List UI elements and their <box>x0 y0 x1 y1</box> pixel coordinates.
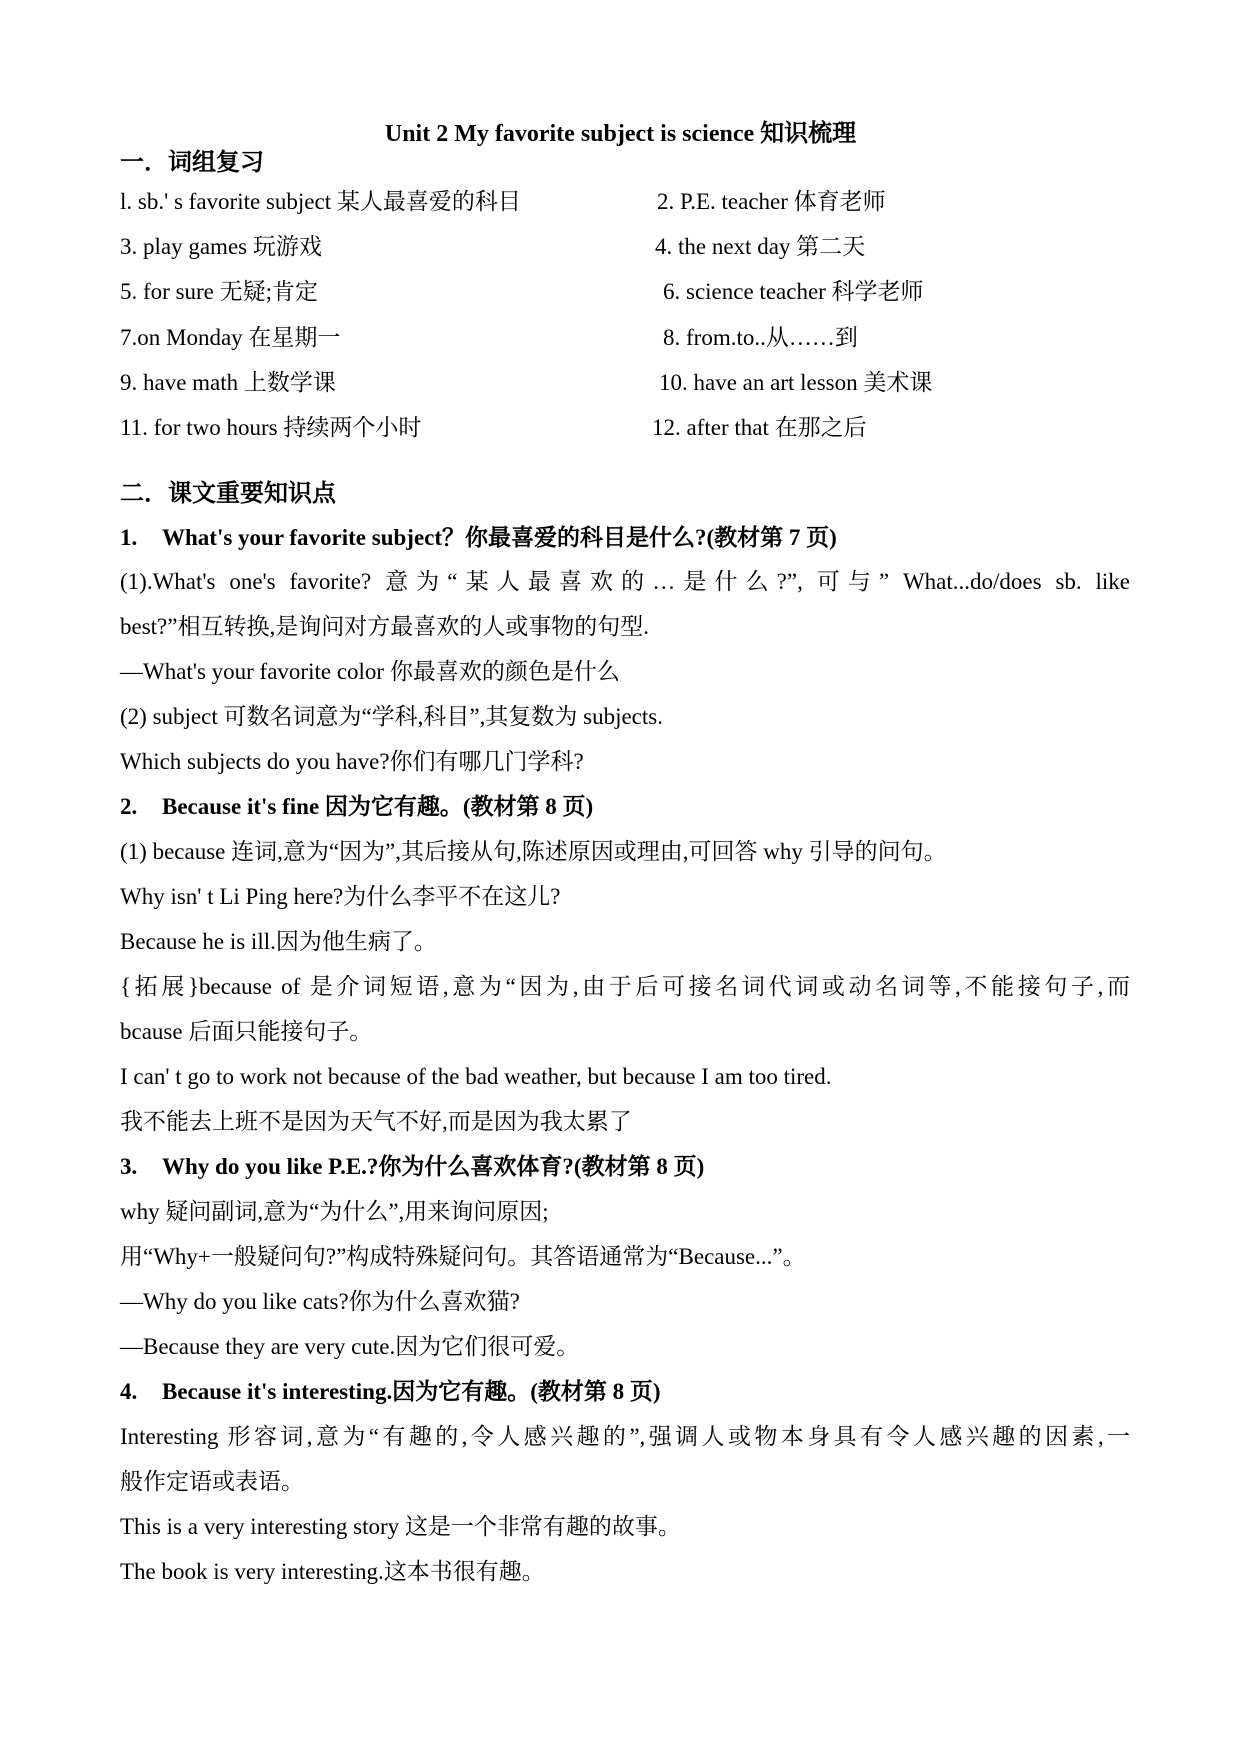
paragraph-line: —Why do you like cats?你为什么喜欢猫? <box>120 1289 520 1314</box>
paragraph-line: 我不能去上班不是因为天气不好,而是因为我太累了 <box>120 1109 632 1134</box>
point-title-text: What's your favorite subject？你最喜爱的科目是什么?(教材第 7 页) <box>162 525 837 550</box>
phrase-item: 10. have an art lesson 美术课 <box>659 370 933 395</box>
paragraph-line: Because he is ill.因为他生病了。 <box>120 929 437 954</box>
phrase-item: l. sb.' s favorite subject 某人最喜爱的科目 <box>120 189 521 214</box>
paragraph-line: —Because they are very cute.因为它们很可爱。 <box>120 1334 580 1359</box>
paragraph-line: why 疑问副词,意为“为什么”,用来询问原因; <box>120 1199 549 1224</box>
point-title <box>120 1151 1130 1183</box>
paragraph-line: (2) subject 可数名词意为“学科,科目”,其复数为 subjects. <box>120 704 663 729</box>
phrase-item: 5. for sure 无疑;肯定 <box>120 279 319 304</box>
paragraph-line: The book is very interesting.这本书很有趣。 <box>120 1559 545 1584</box>
paragraph-line: {拓展}because of 是介词短语,意为“因为,由于后可接名词代词或动名词等,不能接句子,而 <box>120 974 1130 999</box>
point-number: 2. <box>120 794 138 819</box>
point-title <box>120 791 1130 823</box>
section-heading-key-points: 二．课文重要知识点 <box>120 481 336 507</box>
phrase-item: 2. P.E. teacher 体育老师 <box>657 189 886 214</box>
point-number: 1. <box>120 525 138 550</box>
paragraph-line: I can' t go to work not because of the bad weather, but because I am too tired. <box>120 1064 832 1089</box>
paragraph-line: Interesting 形容词,意为“有趣的,令人感兴趣的”,强调人或物本身具有令人感兴趣的因素,一 <box>120 1424 1130 1449</box>
phrase-item: 3. play games 玩游戏 <box>120 234 322 259</box>
phrase-item: 12. after that 在那之后 <box>652 415 867 440</box>
paragraph-line: 般作定语或表语。 <box>120 1469 304 1494</box>
paragraph-line: bcause 后面只能接句子。 <box>120 1019 373 1044</box>
point-title <box>120 522 1130 554</box>
paragraph-line: (1) because 连词,意为“因为”,其后接从句,陈述原因或理由,可回答 why 引导的问句。 <box>120 839 947 864</box>
paragraph-line: (1).What's one's favorite? 意为“某人最喜欢的…是什么?”, 可与” What...do/does sb. like <box>120 569 1130 594</box>
phrase-item: 9. have math 上数学课 <box>120 370 336 395</box>
paragraph-line: 用“Why+一般疑问句?”构成特殊疑问句。其答语通常为“Because...”。 <box>120 1244 806 1269</box>
section-heading-phrases: 一．词组复习 <box>120 150 264 176</box>
phrase-item: 6. science teacher 科学老师 <box>663 279 924 304</box>
paragraph-line: Why isn' t Li Ping here?为什么李平不在这儿? <box>120 884 561 909</box>
point-title-text: Because it's fine 因为它有趣。(教材第 8 页) <box>162 794 594 819</box>
phrase-item: 8. from.to..从……到 <box>663 325 858 350</box>
document-title: Unit 2 My favorite subject is science 知识梳理 <box>384 121 857 147</box>
paragraph-line: best?”相互转换,是询问对方最喜欢的人或事物的句型. <box>120 614 649 639</box>
point-number: 4. <box>120 1379 138 1404</box>
paragraph-line: —What's your favorite color 你最喜欢的颜色是什么 <box>120 659 620 684</box>
point-title-text: Because it's interesting.因为它有趣。(教材第 8 页) <box>162 1379 661 1404</box>
point-title-text: Why do you like P.E.?你为什么喜欢体育?(教材第 8 页) <box>162 1154 705 1179</box>
point-title <box>120 1376 1130 1408</box>
phrase-item: 11. for two hours 持续两个小时 <box>120 415 422 440</box>
phrase-item: 4. the next day 第二天 <box>655 234 866 259</box>
paragraph-line: Which subjects do you have?你们有哪几门学科? <box>120 749 584 774</box>
point-number: 3. <box>120 1154 138 1179</box>
paragraph-line: This is a very interesting story 这是一个非常有趣的故事。 <box>120 1514 681 1539</box>
phrase-item: 7.on Monday 在星期一 <box>120 325 341 350</box>
